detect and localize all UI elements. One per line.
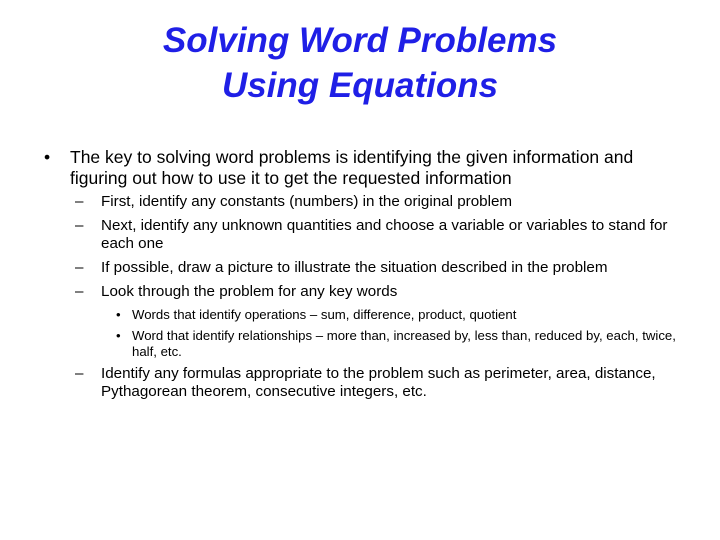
sub-bullet-identify-constants: [42, 193, 682, 211]
sub-bullet-text: Identify any formulas appropriate to the problem such as perimeter, area, distance, Pythagorean theorem, consecutive integers, etc.: [101, 365, 656, 400]
sub-bullet-identify-unknowns: [42, 217, 682, 253]
sub-bullet-text: Look through the problem for any key words: [101, 283, 398, 300]
bullet-text: The key to solving word problems is identifying the given information and figuring out how to use it to get the requested information: [70, 147, 634, 188]
sub-bullet-text: Next, identify any unknown quantities and choose a variable or variables to stand for each one: [101, 217, 668, 252]
dash-marker: –: [75, 193, 84, 210]
slide-title: [0, 18, 720, 108]
sub-sub-bullet-operations: [42, 307, 682, 323]
sub-bullet-formulas: [42, 365, 682, 401]
slide-body: [42, 147, 682, 407]
sub-bullet-text: If possible, draw a picture to illustrate the situation described in the problem: [101, 259, 608, 276]
title-line-2: Using Equations: [221, 66, 499, 105]
bullet-marker: •: [44, 147, 51, 167]
sub-sub-bullet-text: Word that identify relationships – more than, increased by, less than, reduced by, each, twice, half, etc.: [132, 328, 676, 359]
dash-marker: –: [75, 259, 84, 276]
sub-bullet-key-words: [42, 283, 682, 301]
bullet-marker: •: [116, 328, 121, 343]
sub-bullet-text: First, identify any constants (numbers) in the original problem: [101, 193, 513, 210]
sub-sub-bullet-relationships: [42, 328, 682, 360]
sub-bullet-draw-picture: [42, 259, 682, 277]
bullet-marker: •: [116, 307, 121, 322]
sub-sub-bullet-text: Words that identify operations – sum, difference, product, quotient: [132, 307, 517, 322]
title-line-1: Solving Word Problems: [162, 21, 558, 60]
dash-marker: –: [75, 217, 84, 234]
bullet-key-to-solving: [42, 147, 682, 189]
dash-marker: –: [75, 365, 84, 382]
dash-marker: –: [75, 283, 84, 300]
